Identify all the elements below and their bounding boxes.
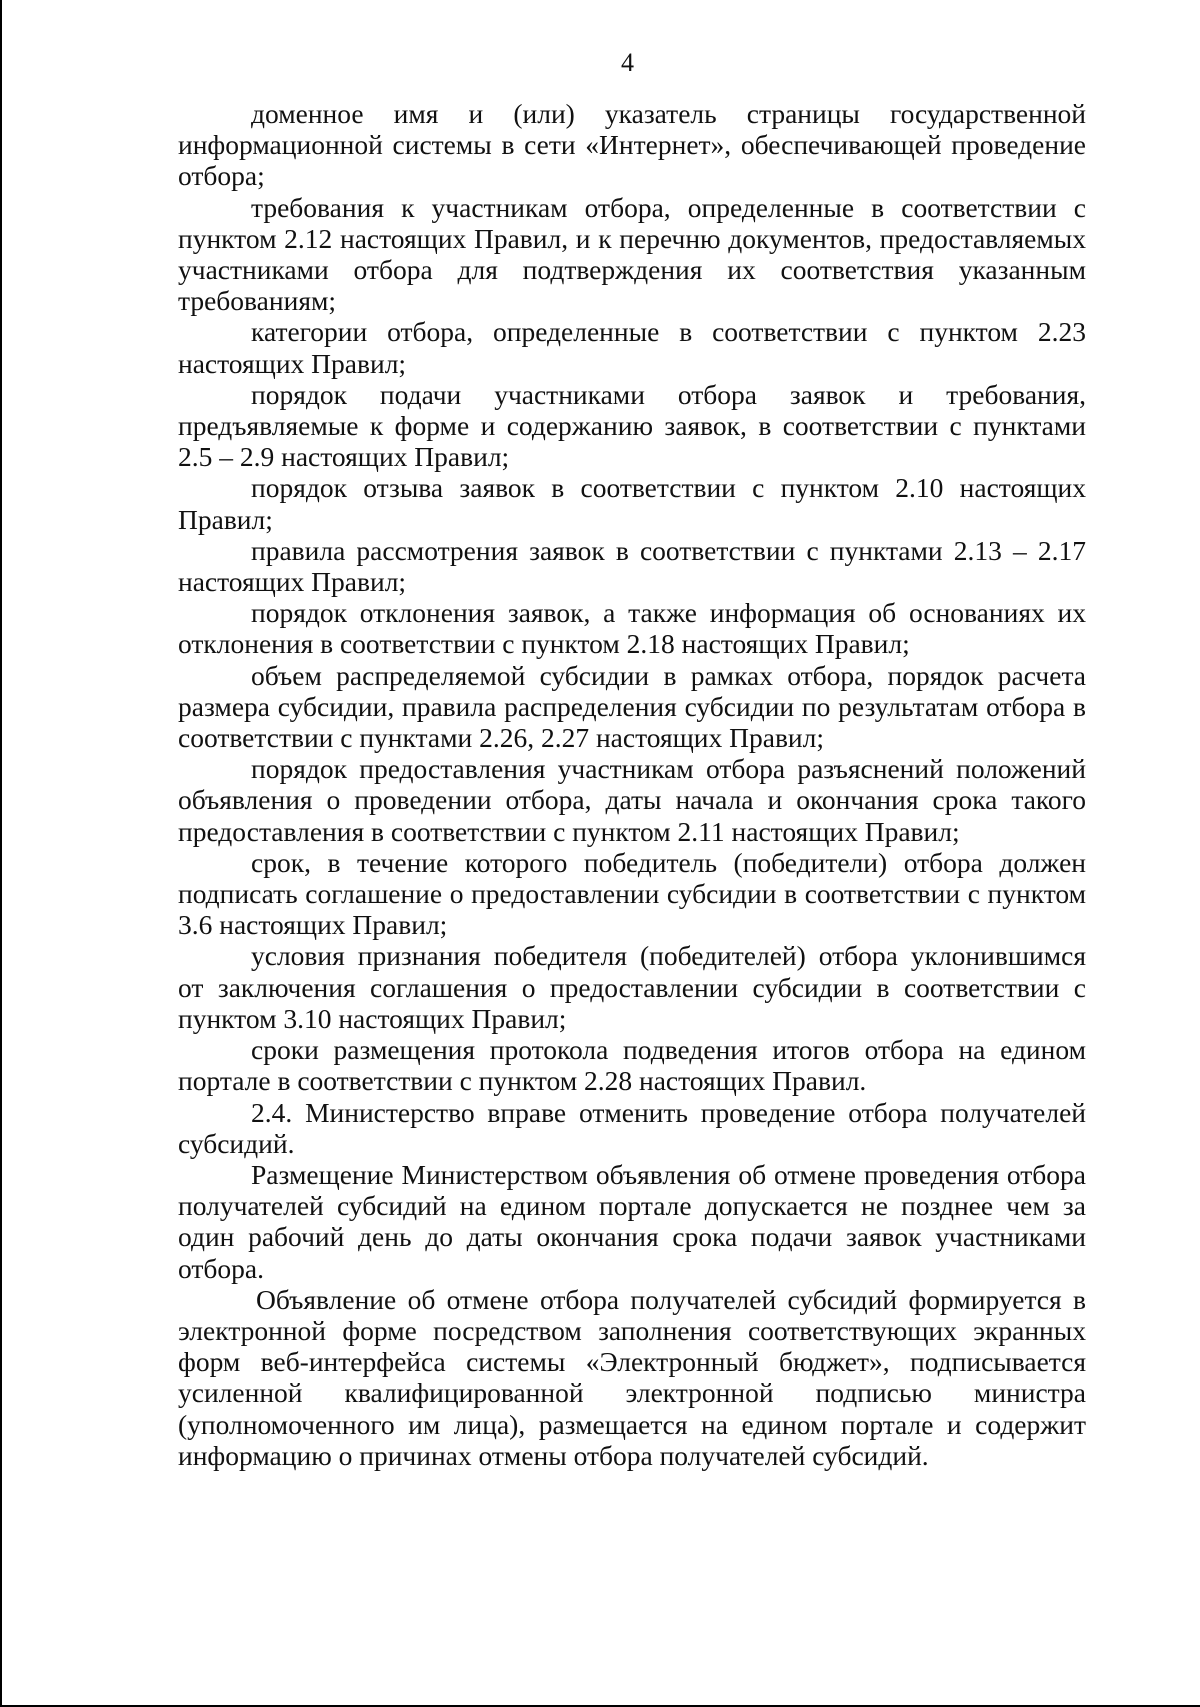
paragraph-clarifications: порядок предоставления участникам отбора разъяснений положений объявления о проведении отбора, даты начала и окончания срока такого предоставления в соответствии с пунктом 2.11 настоящих Правил; (178, 753, 1086, 847)
document-body (178, 98, 1086, 1471)
paragraph-cancellation-notice: Объявление об отмене отбора получателей субсидий формируется в электронной форме посредством заполнения соответствующих экранных форм веб-интерфейса системы «Электронный бюджет», подписывается усиленной квалифицированной электронной подписью министра (уполномоченного им лица), размещается на едином портале и содержит информацию о причинах отмены отбора получателей субсидий. (178, 1283, 1086, 1471)
paragraph-application-rejection: порядок отклонения заявок, а также информация об основаниях их отклонения в соответствии с пунктом 2.18 настоящих Правил; (178, 597, 1086, 660)
paragraph-clause-2-4: 2.4. Министерство вправе отменить проведение отбора получателей субсидий. (178, 1096, 1086, 1159)
paragraph-cancellation-posting: Размещение Министерством объявления об отмене проведения отбора получателей субсидий на едином портале допускается не позднее чем за один рабочий день до даты окончания срока подачи заявок участниками отбора. (178, 1158, 1086, 1284)
paragraph-application-withdrawal: порядок отзыва заявок в соответствии с пунктом 2.10 настоящих Правил; (178, 472, 1086, 535)
paragraph-protocol-posting: сроки размещения протокола подведения итогов отбора на едином портале в соответствии с пунктом 2.28 настоящих Правил. (178, 1034, 1086, 1097)
page-number: 4 (621, 48, 634, 77)
paragraph-participant-requirements: требования к участникам отбора, определенные в соответствии с пунктом 2.12 настоящих Правил, и к перечню документов, предоставляемых участниками отбора для подтверждения их соответствия указанным требованиям; (178, 191, 1086, 317)
scan-border-left (0, 0, 2, 1707)
paragraph-selection-categories: категории отбора, определенные в соответствии с пунктом 2.23 настоящих Правил; (178, 316, 1086, 379)
paragraph-winner-evasion: условия признания победителя (победителей) отбора уклонившимся от заключения соглашения о предоставлении субсидии в соответствии с пунктом 3.10 настоящих Правил; (178, 940, 1086, 1034)
paragraph-application-review: правила рассмотрения заявок в соответствии с пунктами 2.13 – 2.17 настоящих Правил; (178, 534, 1086, 598)
paragraph-subsidy-volume: объем распределяемой субсидии в рамках отбора, порядок расчета размера субсидии, правила распределения субсидии по результатам отбора в соответствии с пунктами 2.26, 2.27 настоящих Правил; (178, 659, 1086, 754)
paragraph-domain-name: доменное имя и (или) указатель страницы государственной информационной системы в сети «Интернет», обеспечивающей проведение отбора; (178, 98, 1086, 192)
paragraph-application-submission: порядок подачи участниками отбора заявок и требования, предъявляемые к форме и содержанию заявок, в соответствии с пунктами 2.5 – 2.9 настоящих Правил; (178, 378, 1086, 473)
paragraph-agreement-deadline: срок, в течение которого победитель (победители) отбора должен подписать соглашение о предоставлении субсидии в соответствии с пунктом 3.6 настоящих Правил; (178, 846, 1086, 941)
